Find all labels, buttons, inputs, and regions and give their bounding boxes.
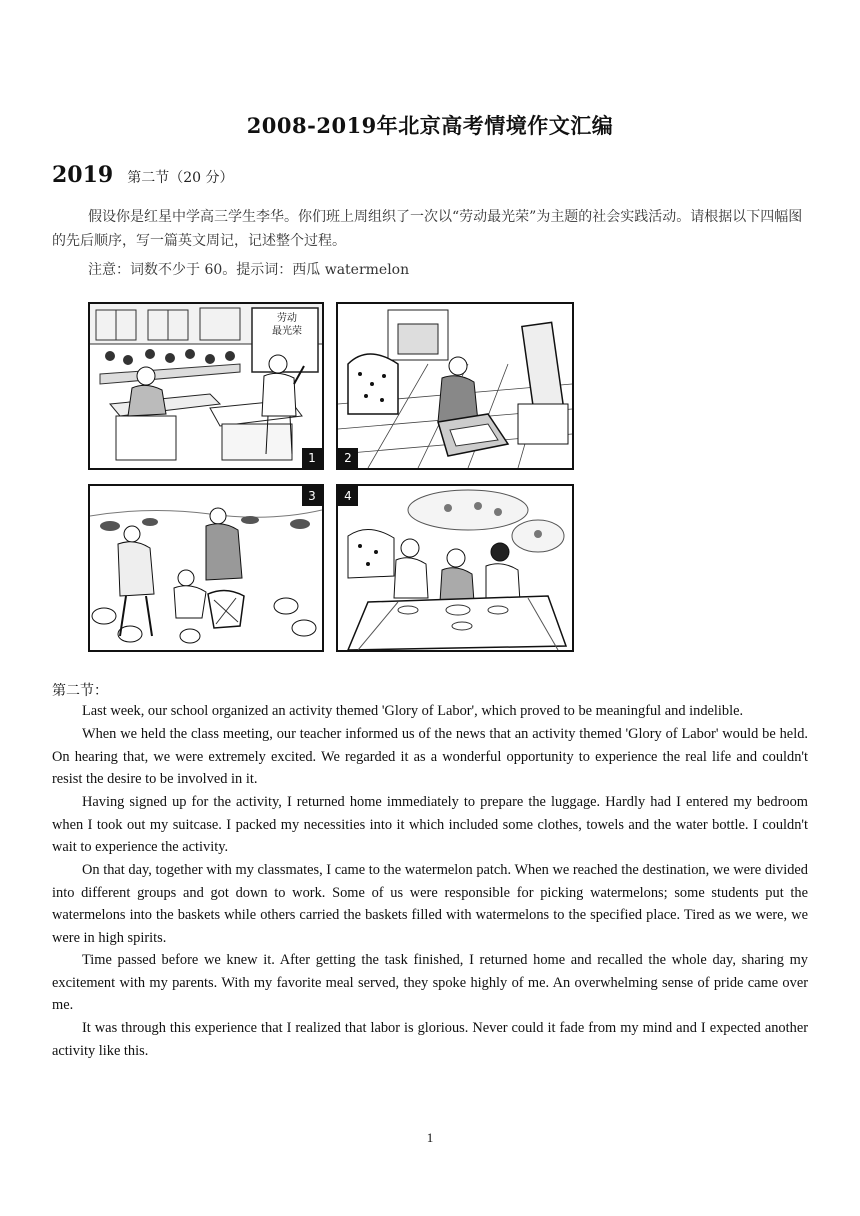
blackboard-line-1: 劳动 [277, 313, 297, 324]
essay-paragraph: Last week, our school organized an activity themed 'Glory of Labor', which proved to be meaningful and indelible. [82, 703, 744, 719]
question-header [52, 162, 234, 188]
panel-number-badge: 1 [302, 448, 322, 468]
panel-number-badge: 4 [338, 486, 358, 506]
page-number: 1 [426, 1130, 434, 1145]
blackboard-line-2: 最光荣 [272, 326, 302, 337]
essay-section-label: 第二节： [52, 683, 108, 699]
essay-paragraph: On that day, together with my classmates, I came to the watermelon patch. When we reached the destination, we were divided into different groups and got down to work. Some of us were responsible for picking watermelons; some students put the watermelons into the baskets while others carried the baskets filled with watermelons to the specified place. Tired as we were, we were in high spirits. [52, 862, 808, 947]
packing-illustration [338, 304, 572, 468]
blackboard-text [262, 312, 312, 338]
essay-paragraph: Having signed up for the activity, I returned home immediately to prepare the luggage. Hardly had I entered my bedroom when I took out my suitcase. I packed my necessities into it which included some clothes, towels and the water bottle. I couldn't wait to experience the activity. [52, 794, 808, 856]
essay-paragraph: When we held the class meeting, our teacher informed us of the news that an activity themed 'Glory of Labor' would be held. On hearing that, we were extremely excited. We regarded it as a wonderful opportunity to experience the real life and couldn't resist the desire to be involved in it. [52, 726, 808, 788]
illustration-panel-1 [88, 302, 324, 470]
watermelon-field-illustration [90, 486, 322, 650]
essay-paragraph: It was through this experience that I realized that labor is glorious. Never could it fade from my mind and I expected another activity like this. [52, 1020, 808, 1059]
illustration-panel-2 [336, 302, 574, 470]
essay-paragraph: Time passed before we knew it. After getting the task finished, I returned home and recalled the whole day, sharing my excitement with my parents. With my favorite meal served, they spoke highly of me. An overwhelming sense of pride came over me. [52, 952, 808, 1014]
panel-number-badge: 2 [338, 448, 358, 468]
document-title: 2008-2019年北京高考情境作文汇编 [246, 113, 614, 138]
section-label: 第二节（20 分） [127, 170, 234, 186]
illustration-panel-3 [88, 484, 324, 652]
panel-number-badge: 3 [302, 486, 322, 506]
year-label: 2019 [52, 162, 114, 188]
task-instruction: 假设你是红星中学高三学生李华。你们班上周组织了一次以“劳动最光荣”为主题的社会实践活动。请根据以下四幅图的先后顺序，写一篇英文周记，记述整个过程。 [52, 209, 803, 249]
task-note: 注意：词数不少于 60。提示词：西瓜 watermelon [88, 262, 410, 278]
illustration-panel-4 [336, 484, 574, 652]
family-dinner-illustration [338, 486, 572, 650]
